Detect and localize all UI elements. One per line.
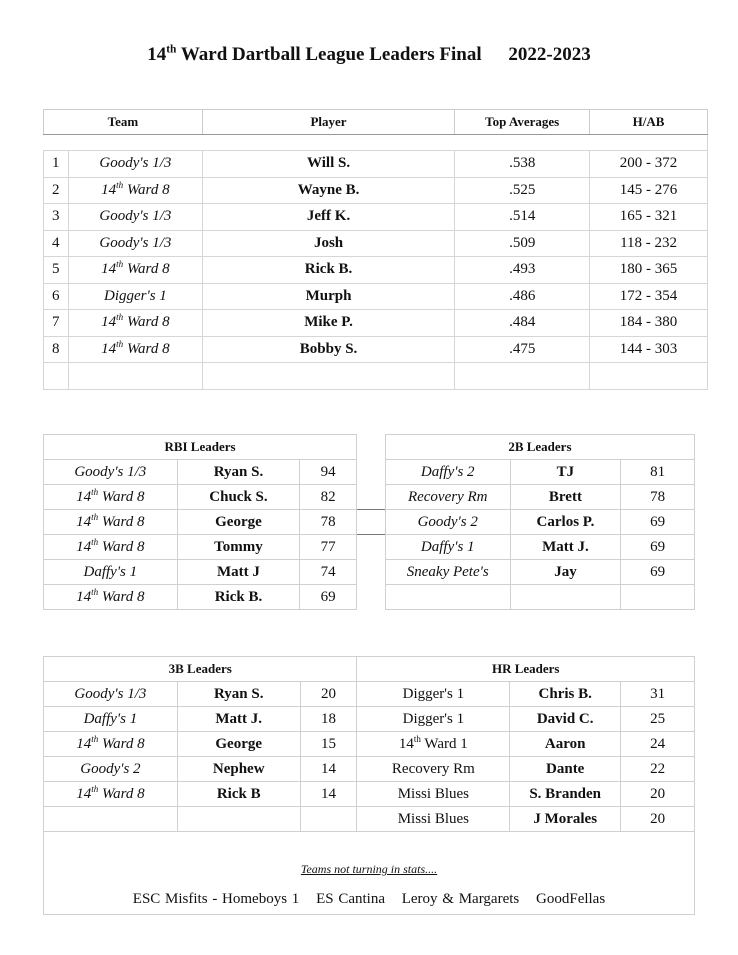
team-name: Missi Blues — [397, 785, 469, 802]
title-ward-number: 14 — [147, 44, 167, 65]
average-cell: .509 — [455, 230, 590, 257]
stat-value-cell: 31 — [621, 682, 695, 707]
average-cell: .538 — [455, 151, 590, 178]
table-row — [44, 585, 695, 610]
table-row — [44, 732, 695, 757]
player-cell: George — [177, 732, 300, 757]
empty-cell — [44, 807, 178, 832]
3b-hr-header-row — [44, 657, 695, 682]
team-name-rest: Ward 8 — [98, 785, 145, 802]
player-cell: Rick B. — [177, 585, 300, 610]
team-cell — [44, 707, 178, 732]
title-ward-suffix: th — [166, 43, 177, 56]
3b-leaders-title: 3B Leaders — [44, 657, 357, 682]
team-cell — [44, 485, 178, 510]
stat-value-cell: 94 — [300, 460, 357, 485]
rbi-2b-header-row — [44, 435, 695, 460]
stat-value-cell: 69 — [621, 560, 695, 585]
table-row — [44, 485, 695, 510]
stat-value-cell: 15 — [300, 732, 357, 757]
team-cell — [68, 283, 202, 310]
averages-header-row — [44, 110, 708, 135]
rbi-leaders-title: RBI Leaders — [44, 435, 357, 460]
rank-cell: 4 — [44, 230, 69, 257]
stat-value-cell: 18 — [300, 707, 357, 732]
table-row — [44, 707, 695, 732]
team-name: Goody's 1/3 — [99, 234, 172, 251]
stat-value-cell: 82 — [300, 485, 357, 510]
team-cell — [357, 782, 510, 807]
team-name: 14 — [398, 735, 414, 752]
hr-leaders-title: HR Leaders — [357, 657, 695, 682]
table-row — [44, 460, 695, 485]
team-cell: Sneaky Pete's — [385, 560, 510, 585]
team-ordinal-suffix: th — [116, 179, 124, 190]
team-name: Digger's 1 — [103, 287, 167, 304]
table-row — [44, 230, 708, 257]
team-cell — [44, 757, 178, 782]
col-header-top-averages: Top Averages — [455, 110, 590, 135]
player-cell: Aaron — [510, 732, 621, 757]
empty-row — [44, 363, 708, 390]
team-name: Goody's 1/3 — [99, 155, 172, 172]
team-ordinal-suffix: th — [413, 733, 421, 744]
team-cell — [68, 177, 202, 204]
table-row — [44, 151, 708, 178]
stat-value-cell: 77 — [300, 535, 357, 560]
average-cell: .475 — [455, 336, 590, 363]
empty-cell — [590, 363, 708, 390]
footer-row — [44, 832, 695, 915]
team-ordinal-suffix: th — [91, 783, 99, 794]
missing-team: Leroy & Margarets — [401, 891, 520, 907]
missing-team: ESC Misfits - Homeboys 1 — [132, 891, 300, 907]
team-ordinal-suffix: th — [91, 486, 99, 497]
player-cell: S. Branden — [510, 782, 621, 807]
team-ordinal-suffix: th — [91, 536, 99, 547]
player-cell: Will S. — [202, 151, 454, 178]
team-cell — [44, 460, 178, 485]
team-name: Missi Blues — [397, 810, 469, 827]
team-cell — [357, 757, 510, 782]
table-row — [44, 204, 708, 231]
player-cell: Chris B. — [510, 682, 621, 707]
team-name: 14 — [76, 735, 92, 752]
team-name: Goody's 1/3 — [74, 685, 147, 702]
stat-value-cell: 20 — [621, 782, 695, 807]
team-cell — [68, 230, 202, 257]
player-cell: Rick B. — [202, 257, 454, 284]
team-cell — [68, 336, 202, 363]
average-cell: .493 — [455, 257, 590, 284]
player-cell: Bobby S. — [202, 336, 454, 363]
player-cell: TJ — [510, 460, 621, 485]
table-row — [44, 257, 708, 284]
title-season: 2022-2023 — [508, 44, 591, 65]
team-name-rest: Ward 1 — [420, 735, 468, 752]
stat-value-cell: 24 — [621, 732, 695, 757]
team-name-rest: Ward 8 — [123, 314, 170, 331]
empty-cell — [68, 363, 202, 390]
team-cell — [68, 151, 202, 178]
team-cell — [44, 782, 178, 807]
rank-cell: 3 — [44, 204, 69, 231]
team-name: 14 — [76, 588, 92, 605]
team-cell — [44, 585, 178, 610]
team-name: Daffy's 1 — [83, 563, 138, 580]
player-cell: Carlos P. — [510, 510, 621, 535]
team-cell: Goody's 2 — [385, 510, 510, 535]
stat-value-cell: 22 — [621, 757, 695, 782]
player-cell: Jeff K. — [202, 204, 454, 231]
team-name-rest: Ward 8 — [98, 513, 145, 530]
team-name: Goody's 2 — [80, 760, 141, 777]
player-cell: Murph — [202, 283, 454, 310]
empty-cell — [300, 807, 357, 832]
player-cell: Tommy — [177, 535, 300, 560]
player-cell: Ryan S. — [177, 682, 300, 707]
team-name: Goody's 1/3 — [74, 463, 147, 480]
team-cell — [44, 535, 178, 560]
separator-cell — [357, 485, 386, 510]
team-name: Digger's 1 — [402, 685, 465, 702]
hits-at-bats-cell: 172 - 354 — [590, 283, 708, 310]
hits-at-bats-cell: 200 - 372 — [590, 151, 708, 178]
player-cell: J Morales — [510, 807, 621, 832]
player-cell: Matt J — [177, 560, 300, 585]
team-cell — [357, 732, 510, 757]
table-row — [44, 682, 695, 707]
player-cell: Nephew — [177, 757, 300, 782]
team-name-rest: Ward 8 — [98, 735, 145, 752]
missing-teams-list — [44, 891, 694, 908]
empty-cell — [455, 363, 590, 390]
stat-value-cell: 78 — [621, 485, 695, 510]
stat-value-cell: 69 — [621, 510, 695, 535]
team-name: 14 — [101, 340, 117, 357]
team-name-rest: Ward 8 — [123, 340, 170, 357]
missing-stats-note — [44, 832, 695, 915]
empty-cell — [621, 585, 695, 610]
team-cell: Recovery Rm — [385, 485, 510, 510]
hits-at-bats-cell: 184 - 380 — [590, 310, 708, 337]
missing-team: GoodFellas — [536, 891, 606, 907]
player-cell: Dante — [510, 757, 621, 782]
page-title — [0, 44, 738, 66]
team-name: 14 — [76, 513, 92, 530]
team-cell — [44, 510, 178, 535]
team-cell — [44, 560, 178, 585]
rbi-2b-leaders-table — [43, 434, 695, 610]
col-header-team: Team — [44, 110, 203, 135]
empty-cell — [385, 585, 510, 610]
separator-cell — [357, 460, 386, 485]
separator-cell — [357, 510, 386, 535]
empty-cell — [510, 585, 621, 610]
team-name: Recovery Rm — [391, 760, 475, 777]
team-cell — [357, 707, 510, 732]
stat-value-cell: 74 — [300, 560, 357, 585]
team-name-rest: Ward 8 — [123, 261, 170, 278]
col-header-hab: H/AB — [590, 110, 708, 135]
team-ordinal-suffix: th — [91, 733, 99, 744]
rank-cell: 5 — [44, 257, 69, 284]
stat-value-cell: 78 — [300, 510, 357, 535]
col-header-player: Player — [202, 110, 454, 135]
stat-value-cell: 20 — [621, 807, 695, 832]
team-cell — [68, 310, 202, 337]
team-cell — [44, 732, 178, 757]
empty-cell — [177, 807, 300, 832]
player-cell: Matt J. — [177, 707, 300, 732]
team-cell — [44, 682, 178, 707]
hits-at-bats-cell: 144 - 303 — [590, 336, 708, 363]
team-ordinal-suffix: th — [116, 259, 124, 270]
hits-at-bats-cell: 118 - 232 — [590, 230, 708, 257]
player-cell: Brett — [510, 485, 621, 510]
player-cell: Rick B — [177, 782, 300, 807]
separator-cell — [357, 535, 386, 560]
player-cell: Matt J. — [510, 535, 621, 560]
player-cell: Wayne B. — [202, 177, 454, 204]
stat-value-cell: 69 — [300, 585, 357, 610]
team-cell: Daffy's 2 — [385, 460, 510, 485]
table-row — [44, 757, 695, 782]
player-cell: Chuck S. — [177, 485, 300, 510]
table-row — [44, 336, 708, 363]
hits-at-bats-cell: 165 - 321 — [590, 204, 708, 231]
team-name: Daffy's 1 — [83, 710, 138, 727]
team-name-rest: Ward 8 — [98, 588, 145, 605]
rank-cell: 2 — [44, 177, 69, 204]
team-cell — [68, 257, 202, 284]
stat-value-cell: 14 — [300, 782, 357, 807]
team-name: 14 — [101, 181, 117, 198]
team-cell: Daffy's 1 — [385, 535, 510, 560]
table-row — [44, 177, 708, 204]
team-name: 14 — [76, 488, 92, 505]
table-row — [44, 510, 695, 535]
missing-team: ES Cantina — [316, 891, 385, 907]
team-name: 14 — [101, 261, 117, 278]
team-ordinal-suffix: th — [116, 338, 124, 349]
title-text: Ward Dartball League Leaders Final — [180, 44, 482, 65]
team-ordinal-suffix: th — [91, 586, 99, 597]
separator-cell — [357, 560, 386, 585]
average-cell: .514 — [455, 204, 590, 231]
hits-at-bats-cell: 180 - 365 — [590, 257, 708, 284]
table-row — [44, 310, 708, 337]
team-name-rest: Ward 8 — [98, 538, 145, 555]
average-cell: .486 — [455, 283, 590, 310]
3b-hr-leaders-table — [43, 656, 695, 915]
team-name-rest: Ward 8 — [98, 488, 145, 505]
player-cell: David C. — [510, 707, 621, 732]
team-cell — [357, 682, 510, 707]
empty-cell — [44, 363, 69, 390]
separator-cell — [357, 585, 386, 610]
team-ordinal-suffix: th — [91, 511, 99, 522]
player-cell: George — [177, 510, 300, 535]
table-row — [44, 560, 695, 585]
stat-value-cell: 81 — [621, 460, 695, 485]
team-name: 14 — [101, 314, 117, 331]
player-cell: Mike P. — [202, 310, 454, 337]
stat-value-cell: 14 — [300, 757, 357, 782]
team-name: Digger's 1 — [402, 710, 465, 727]
rank-cell: 1 — [44, 151, 69, 178]
team-name-rest: Ward 8 — [123, 181, 170, 198]
stat-value-cell: 25 — [621, 707, 695, 732]
average-cell: .484 — [455, 310, 590, 337]
team-cell — [357, 807, 510, 832]
2b-leaders-title: 2B Leaders — [385, 435, 694, 460]
player-cell: Ryan S. — [177, 460, 300, 485]
hits-at-bats-cell: 145 - 276 — [590, 177, 708, 204]
player-cell: Josh — [202, 230, 454, 257]
table-row — [44, 535, 695, 560]
averages-table — [43, 109, 708, 390]
team-name: Goody's 1/3 — [99, 208, 172, 225]
average-cell: .525 — [455, 177, 590, 204]
stat-value-cell: 20 — [300, 682, 357, 707]
table-row — [44, 807, 695, 832]
rank-cell: 6 — [44, 283, 69, 310]
missing-stats-title: Teams not turning in stats.... — [300, 862, 438, 876]
empty-cell — [202, 363, 454, 390]
team-cell — [68, 204, 202, 231]
team-name: 14 — [76, 538, 92, 555]
table-row — [44, 782, 695, 807]
rank-cell: 7 — [44, 310, 69, 337]
rank-cell: 8 — [44, 336, 69, 363]
team-ordinal-suffix: th — [116, 312, 124, 323]
table-row — [44, 283, 708, 310]
team-name: 14 — [76, 785, 92, 802]
player-cell: Jay — [510, 560, 621, 585]
stat-value-cell: 69 — [621, 535, 695, 560]
